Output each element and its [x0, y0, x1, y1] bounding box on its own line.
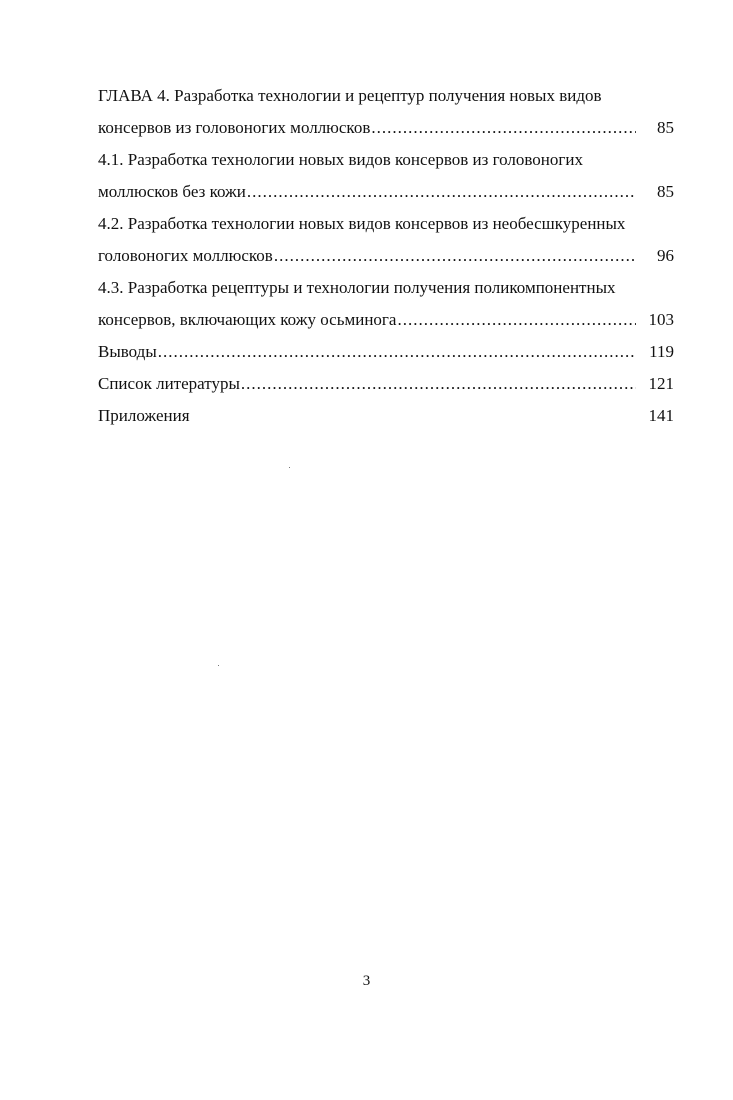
dot-leader — [247, 176, 636, 208]
toc-entry-4-3 — [98, 272, 674, 336]
scan-speck — [289, 467, 290, 468]
page-number: 3 — [362, 973, 371, 989]
toc-entry-title: Выводы — [98, 342, 157, 361]
toc-entry-title: 4.2. Разработка технологии новых видов консервов из необесшкуренных — [98, 214, 626, 233]
toc-page-number: 85 — [657, 182, 674, 201]
toc-entry-title-continued: моллюсков без кожи — [98, 182, 246, 201]
toc-entry-title: ГЛАВА 4. Разработка технологии и рецептур получения новых видов — [98, 86, 602, 105]
toc-entry-chapter-4 — [98, 80, 674, 144]
toc-entry-title: 4.3. Разработка рецептуры и технологии получения поликомпонентных — [98, 278, 616, 297]
toc-entry-4-2 — [98, 208, 674, 272]
toc-page-number: 85 — [657, 118, 674, 137]
toc-entry-appendices — [98, 400, 674, 432]
toc-page-number: 119 — [649, 342, 674, 361]
toc-page-number: 121 — [648, 374, 674, 393]
toc-entry-title-continued: консервов, включающих кожу осьминога — [98, 310, 397, 329]
toc-entry-title: 4.1. Разработка технологии новых видов консервов из головоногих — [98, 150, 583, 169]
scan-speck — [218, 665, 219, 666]
dot-leader — [241, 368, 636, 400]
toc-entry-title: Список литературы — [98, 374, 240, 393]
toc-entry-conclusions — [98, 336, 674, 368]
toc-entry-references — [98, 368, 674, 400]
dot-leader — [371, 112, 636, 144]
toc-entry-4-1 — [98, 144, 674, 208]
table-of-contents — [98, 80, 674, 432]
toc-entry-title-continued: головоногих моллюсков — [98, 246, 273, 265]
toc-entry-title: Приложения — [98, 406, 190, 425]
dot-leader — [158, 336, 636, 368]
toc-page-number: 103 — [648, 310, 674, 329]
dot-leader — [274, 240, 636, 272]
toc-page-number: 96 — [657, 246, 674, 265]
toc-entry-title-continued: консервов из головоногих моллюсков — [98, 118, 371, 137]
toc-page-number: 141 — [648, 406, 674, 425]
dot-leader — [397, 304, 636, 336]
